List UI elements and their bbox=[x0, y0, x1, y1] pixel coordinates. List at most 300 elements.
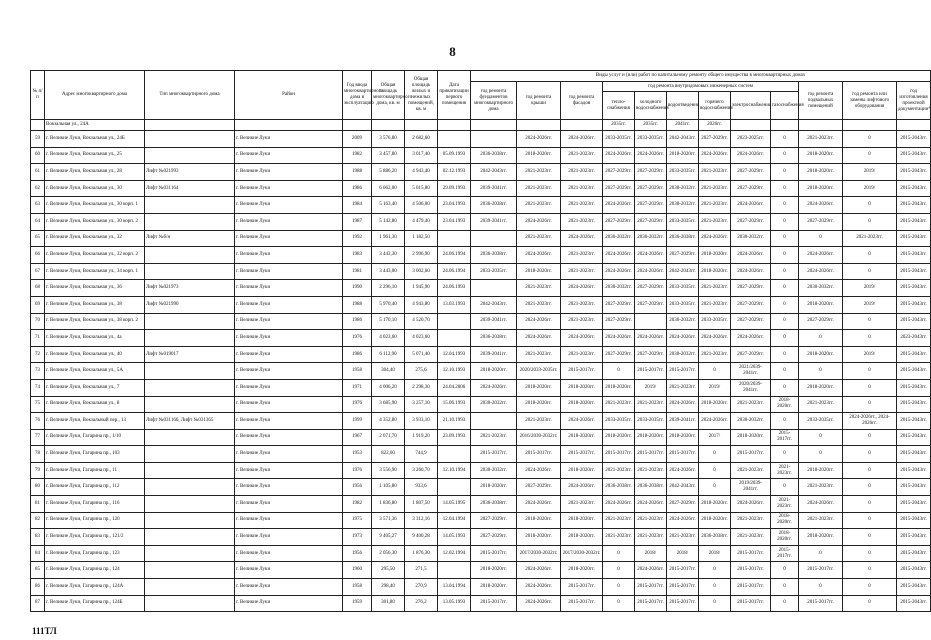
cell-electric: 2015-2017гг. bbox=[731, 562, 771, 579]
cell-hot-water: 2018-2020гг. bbox=[699, 512, 731, 529]
cell-cold-water: 2027-2029гг. bbox=[635, 197, 667, 214]
cell-gas: 2018-2020гг. bbox=[771, 529, 799, 546]
cell-heat: 2018-2020гг. bbox=[603, 429, 635, 446]
cell-area-res: 270,9 bbox=[405, 579, 438, 596]
cell-year: 1958 bbox=[343, 363, 372, 380]
cell-type bbox=[145, 379, 235, 396]
cell-area-res: 2 298,30 bbox=[405, 379, 438, 396]
cell-type: Лифт №021993 bbox=[145, 164, 235, 181]
cell-type bbox=[145, 446, 235, 463]
cell-estimate: 2015-2043гг. bbox=[897, 147, 931, 164]
cell-facade: 2024-2026гг. bbox=[561, 479, 603, 496]
cell-gas: 0 bbox=[771, 346, 799, 363]
cell-priv-date: 21.10.1993 bbox=[438, 413, 471, 430]
cell-area-res: 5 071,40 bbox=[405, 346, 438, 363]
cell-basement: 2027-2029гг. bbox=[799, 213, 843, 230]
cell-heat: 2021-2023гг. bbox=[603, 512, 635, 529]
cell-gas: 0 bbox=[771, 595, 799, 612]
col-roof: год ремонта крыши bbox=[517, 82, 561, 120]
cell-basement: 0 bbox=[799, 579, 843, 596]
cell-priv-date: 15.06.1993 bbox=[438, 396, 471, 413]
cell-num: 64 bbox=[31, 213, 45, 230]
cell-num: 67 bbox=[31, 263, 45, 280]
cell-type bbox=[145, 529, 235, 546]
cell-gas: 0 bbox=[771, 180, 799, 197]
page-number: 8 bbox=[449, 44, 456, 59]
cell-address: г. Великие Луки, Вокзальная ул., 8 bbox=[45, 396, 145, 413]
cell-basement: 2030-2032гг. bbox=[799, 280, 843, 297]
cell-district: г. Великие Луки bbox=[235, 213, 343, 230]
cell-num bbox=[31, 120, 45, 131]
cell-area-total: 3 576,80 bbox=[372, 131, 405, 148]
cell-num: 68 bbox=[31, 280, 45, 297]
cell-elevator: 0 bbox=[843, 479, 897, 496]
cell-cold-water: 2015-2017гг. bbox=[635, 363, 667, 380]
table-row bbox=[31, 263, 931, 280]
cell-sewer: 2018/ bbox=[667, 545, 699, 562]
col-facade: год ремонта фасадов bbox=[561, 82, 603, 120]
cell-basement: 2018-2020гг. bbox=[799, 529, 843, 546]
cell-roof: 2016/2030-2032гг. bbox=[517, 429, 561, 446]
col-area-residential: Общая площадь жилых и нежилых помещений, кв. м bbox=[405, 71, 438, 120]
cell-type bbox=[145, 213, 235, 230]
cell-year: 1986 bbox=[343, 313, 372, 330]
cell-num: 60 bbox=[31, 147, 45, 164]
cell-priv-date: 12.04.1993 bbox=[438, 346, 471, 363]
cell-cold-water: 2024-2026гг. bbox=[635, 562, 667, 579]
cell-address: г. Великие Луки, Гагарина пр., 11 bbox=[45, 462, 145, 479]
cell-elevator: 0 bbox=[843, 147, 897, 164]
cell-address: г. Великие Луки, Гагарина пр., 124А bbox=[45, 579, 145, 596]
cell-area-total: 3 457,80 bbox=[372, 147, 405, 164]
cell-hot-water: 2024-2026гг. bbox=[699, 230, 731, 247]
capital-repair-table bbox=[30, 70, 931, 612]
cell-cold-water: 2019/ bbox=[635, 379, 667, 396]
cell-foundation: 2042-2043гг. bbox=[471, 296, 517, 313]
cell-district: г. Великие Луки bbox=[235, 247, 343, 264]
cell-elevator: 0 bbox=[843, 446, 897, 463]
cell-area-res: 3 002,60 bbox=[405, 263, 438, 280]
cell-elevator: 0 bbox=[843, 330, 897, 347]
col-electric: электроснабжения bbox=[731, 92, 771, 120]
cell-num: 85 bbox=[31, 562, 45, 579]
cell-facade: 2024-2026гг. bbox=[561, 330, 603, 347]
cell-estimate: 2015-2043гг. bbox=[897, 379, 931, 396]
cell-year: 1967 bbox=[343, 429, 372, 446]
cell-heat: 2035гг. bbox=[603, 120, 635, 131]
cell-roof: 2024-2026гг. bbox=[517, 131, 561, 148]
cell-heat: 2027-2029гг. bbox=[603, 180, 635, 197]
cell-hot-water: 0 bbox=[699, 462, 731, 479]
cell-elevator: 0 bbox=[843, 512, 897, 529]
cell-electric: 2027-2029гг. bbox=[731, 164, 771, 181]
cell-year: 1986 bbox=[343, 346, 372, 363]
cell-area-res: 1 182,50 bbox=[405, 230, 438, 247]
cell-area-res: 276,2 bbox=[405, 595, 438, 612]
cell-basement: 2018-2020гг. bbox=[799, 180, 843, 197]
cell-basement: 2018-2020гг. bbox=[799, 164, 843, 181]
cell-district: г. Великие Луки bbox=[235, 280, 343, 297]
cell-gas: 2018-2020гг. bbox=[771, 512, 799, 529]
cell-facade: 2021-2023гг. bbox=[561, 346, 603, 363]
cell-roof: 2024-2026гг. bbox=[517, 595, 561, 612]
cell-area-res bbox=[405, 120, 438, 131]
cell-facade: 2024-2026гг. bbox=[561, 131, 603, 148]
cell-year: 1976 bbox=[343, 330, 372, 347]
cell-sewer: 2033-2035гг. bbox=[667, 164, 699, 181]
cell-hot-water: 2019/ bbox=[699, 379, 731, 396]
cell-estimate: 2015-2043гг. bbox=[897, 180, 931, 197]
cell-facade: 2024-2026гг. bbox=[561, 280, 603, 297]
cell-gas: 0 bbox=[771, 197, 799, 214]
cell-heat: 2027-2029гг. bbox=[603, 213, 635, 230]
cell-type bbox=[145, 263, 235, 280]
cell-foundation: 2042-2043гг. bbox=[471, 164, 517, 181]
cell-cold-water: 2027-2029гг. bbox=[635, 296, 667, 313]
cell-elevator: 0 bbox=[843, 379, 897, 396]
cell-basement: 0 bbox=[799, 446, 843, 463]
cell-type bbox=[145, 120, 235, 131]
cell-electric: 2015-2017гг. bbox=[731, 579, 771, 596]
cell-area-total: 304,40 bbox=[372, 363, 405, 380]
cell-year: 1999 bbox=[343, 413, 372, 430]
cell-foundation bbox=[471, 120, 517, 131]
cell-gas: 0 bbox=[771, 413, 799, 430]
cell-address: г. Великие Луки, Гагарина пр., 124 bbox=[45, 562, 145, 579]
cell-priv-date: 24.06.1994 bbox=[438, 263, 471, 280]
cell-year: 1992 bbox=[343, 230, 372, 247]
cell-num: 59 bbox=[31, 131, 45, 148]
cell-basement: 0 bbox=[799, 545, 843, 562]
cell-district: г. Великие Луки bbox=[235, 462, 343, 479]
cell-district: г. Великие Луки bbox=[235, 296, 343, 313]
col-address: Адрес многоквартирного дома bbox=[45, 71, 145, 120]
cell-sewer: 2030-2032гг. bbox=[667, 313, 699, 330]
cell-area-res: 2 996,90 bbox=[405, 247, 438, 264]
cell-gas: 0 bbox=[771, 562, 799, 579]
cell-type: Лифт №021990 bbox=[145, 296, 235, 313]
cell-sewer: 2030-2032гг. bbox=[667, 197, 699, 214]
cell-cold-water: 2033-2035гг. bbox=[635, 413, 667, 430]
cell-type bbox=[145, 197, 235, 214]
cell-foundation: 2036-2038гг. bbox=[471, 330, 517, 347]
cell-priv-date bbox=[438, 330, 471, 347]
cell-estimate: 2023-2043гг. bbox=[897, 330, 931, 347]
cell-priv-date: 12.02.1994 bbox=[438, 545, 471, 562]
col-foundation: год ремонта фундаментов многоквартирного дома bbox=[471, 82, 517, 120]
cell-elevator: 0 bbox=[843, 579, 897, 596]
cell-num: 84 bbox=[31, 545, 45, 562]
cell-elevator: 0 bbox=[843, 396, 897, 413]
cell-district: г. Великие Луки bbox=[235, 197, 343, 214]
cell-area-res: 1 876,30 bbox=[405, 545, 438, 562]
cell-hot-water: 0 bbox=[699, 363, 731, 380]
cell-year: 1953 bbox=[343, 446, 372, 463]
cell-sewer: 2042-2043гг. bbox=[667, 479, 699, 496]
cell-priv-date: 12.10.1994 bbox=[438, 462, 471, 479]
cell-electric: 2024-2026гг. bbox=[731, 263, 771, 280]
cell-roof: 2018-2020гг. bbox=[517, 263, 561, 280]
cell-type bbox=[145, 496, 235, 513]
cell-district: г. Великие Луки bbox=[235, 512, 343, 529]
cell-electric: 2024-2026гг. bbox=[731, 330, 771, 347]
cell-heat: 2036-2038гг. bbox=[603, 479, 635, 496]
cell-year: 1983 bbox=[343, 247, 372, 264]
cell-district: г. Великие Луки bbox=[235, 363, 343, 380]
cell-cold-water: 2021-2023гг. bbox=[635, 396, 667, 413]
cell-num: 74 bbox=[31, 379, 45, 396]
cell-cold-water: 2018-2020гг. bbox=[635, 429, 667, 446]
cell-gas: 2015-2017гг. bbox=[771, 429, 799, 446]
table-row bbox=[31, 230, 931, 247]
cell-foundation: 2030-2032гг. bbox=[471, 462, 517, 479]
cell-area-total: 5 170,10 bbox=[372, 313, 405, 330]
cell-hot-water: 2021-2023гг. bbox=[699, 180, 731, 197]
cell-foundation: 2036-2038гг. bbox=[471, 496, 517, 513]
cell-heat: 2021-2023гг. bbox=[603, 462, 635, 479]
cell-roof: 2021-2023гг. bbox=[517, 197, 561, 214]
cell-num: 66 bbox=[31, 247, 45, 264]
cell-heat: 2030-2032гг. bbox=[603, 280, 635, 297]
cell-year: 1959 bbox=[343, 595, 372, 612]
cell-electric: 2024-2026гг. bbox=[731, 247, 771, 264]
cell-estimate: 2015-2043гг. bbox=[897, 429, 931, 446]
cell-area-total: 3 556,90 bbox=[372, 462, 405, 479]
cell-priv-date: 23.04.1993 bbox=[438, 197, 471, 214]
cell-basement: 2021-2023гг. bbox=[799, 131, 843, 148]
cell-area-total: 295,50 bbox=[372, 562, 405, 579]
table-row bbox=[31, 346, 931, 363]
cell-type bbox=[145, 147, 235, 164]
cell-elevator: 2019/ bbox=[843, 346, 897, 363]
cell-year: 1984 bbox=[343, 197, 372, 214]
table-row bbox=[31, 147, 931, 164]
cell-sewer: 2033-2035гг. bbox=[667, 213, 699, 230]
cell-sewer: 2042-2043гг. bbox=[667, 131, 699, 148]
table-row bbox=[31, 512, 931, 529]
cell-foundation bbox=[471, 230, 517, 247]
cell-elevator: 0 bbox=[843, 213, 897, 230]
cell-estimate: 2015-2043гг. bbox=[897, 230, 931, 247]
cell-basement: 2021-2023гг. bbox=[799, 479, 843, 496]
cell-basement: 2015-2017гг. bbox=[799, 595, 843, 612]
cell-elevator: 0 bbox=[843, 263, 897, 280]
col-num: № п/п bbox=[31, 71, 45, 120]
cell-gas bbox=[771, 120, 799, 131]
cell-elevator bbox=[843, 120, 897, 131]
cell-electric: 2027-2029гг. bbox=[731, 346, 771, 363]
cell-type: Лифт №021973 bbox=[145, 280, 235, 297]
cell-year: 1976 bbox=[343, 462, 372, 479]
cell-basement: 2024-2026гг. bbox=[799, 247, 843, 264]
cell-facade: 2021-2023гг. bbox=[561, 496, 603, 513]
cell-num: 75 bbox=[31, 396, 45, 413]
cell-estimate: 2015-2043гг. bbox=[897, 263, 931, 280]
cell-address: г. Великие Луки, Вокзальная ул., 4а bbox=[45, 330, 145, 347]
cell-electric: 2027-2029гг. bbox=[731, 213, 771, 230]
cell-facade: 2021-2023гг. bbox=[561, 197, 603, 214]
cell-facade: 2021-2023гг. bbox=[561, 263, 603, 280]
cell-district: г. Великие Луки bbox=[235, 131, 343, 148]
cell-estimate bbox=[897, 120, 931, 131]
cell-year: 1960 bbox=[343, 562, 372, 579]
table-row bbox=[31, 197, 931, 214]
cell-area-total: 1 961,30 bbox=[372, 230, 405, 247]
cell-gas: 0 bbox=[771, 164, 799, 181]
cell-gas: 0 bbox=[771, 296, 799, 313]
cell-hot-water: 2018/ bbox=[699, 545, 731, 562]
cell-cold-water: 2015-2017гг. bbox=[635, 595, 667, 612]
cell-type bbox=[145, 247, 235, 264]
cell-area-total: 6 062,00 bbox=[372, 180, 405, 197]
cell-gas: 0 bbox=[771, 446, 799, 463]
cell-area-total: 6 112,90 bbox=[372, 346, 405, 363]
cell-facade bbox=[561, 120, 603, 131]
cell-roof: 2024-2026гг. bbox=[517, 579, 561, 596]
cell-cold-water: 2024-2026гг. bbox=[635, 147, 667, 164]
cell-roof: 2018-2020гг. bbox=[517, 529, 561, 546]
cell-hot-water: 2021-2023гг. bbox=[699, 280, 731, 297]
cell-address: г. Великие Луки, Вокзальная ул., 30 bbox=[45, 180, 145, 197]
cell-elevator: 0 bbox=[843, 496, 897, 513]
cell-foundation: 2039-2041гг. bbox=[471, 213, 517, 230]
cell-foundation: 2027-2029гг. bbox=[471, 529, 517, 546]
cell-area-res: 271,5 bbox=[405, 562, 438, 579]
cell-sewer: 2015-2017гг. bbox=[667, 363, 699, 380]
cell-facade: 2021-2023гг. bbox=[561, 247, 603, 264]
cell-basement: 2027-2029гг. bbox=[799, 313, 843, 330]
cell-num: 80 bbox=[31, 479, 45, 496]
cell-sewer: 2021-2023гг. bbox=[667, 529, 699, 546]
cell-estimate: 2015-2043гг. bbox=[897, 247, 931, 264]
cell-address: г. Великие Луки, Вокзальная ул., 36 bbox=[45, 280, 145, 297]
cell-type bbox=[145, 595, 235, 612]
cell-foundation: 2036-2038гг. bbox=[471, 197, 517, 214]
cell-gas: 0 bbox=[771, 147, 799, 164]
cell-basement: 0 bbox=[799, 363, 843, 380]
cell-gas: 0 bbox=[771, 330, 799, 347]
cell-basement: 2021-2023гг. bbox=[799, 396, 843, 413]
cell-roof: 2024-2026гг. bbox=[517, 247, 561, 264]
cell-area-total: 5 163,40 bbox=[372, 197, 405, 214]
cell-sewer: 2042-2043гг. bbox=[667, 263, 699, 280]
cell-elevator: 2021-2023гг. bbox=[843, 230, 897, 247]
table-row bbox=[31, 529, 931, 546]
col-basement: год ремонта подвальных помещений bbox=[799, 82, 843, 120]
cell-sewer: 2015-2017гг. bbox=[667, 562, 699, 579]
cell-address: г. Великие Луки, Вокзальная ул., 24Б bbox=[45, 131, 145, 148]
cell-facade: 2024-2026гг. bbox=[561, 413, 603, 430]
col-cold-water: холодного водоснабжения bbox=[635, 92, 667, 120]
cell-priv-date bbox=[438, 131, 471, 148]
cell-foundation: 2018-2020гг. bbox=[471, 479, 517, 496]
cell-heat: 2033-2035гг. bbox=[603, 131, 635, 148]
cell-facade: 2018-2020гг. bbox=[561, 462, 603, 479]
cell-electric: 2027-2029гг. bbox=[731, 180, 771, 197]
cell-district: г. Великие Луки bbox=[235, 379, 343, 396]
cell-year: 1958 bbox=[343, 579, 372, 596]
cell-roof: 2015-2017гг. bbox=[517, 446, 561, 463]
cell-estimate: 2015-2043гг. bbox=[897, 512, 931, 529]
cell-basement: 2018-2020гг. bbox=[799, 296, 843, 313]
cell-area-res: 4 506,00 bbox=[405, 197, 438, 214]
cell-roof: 2027-2029гг. bbox=[517, 479, 561, 496]
cell-gas: 0 bbox=[771, 213, 799, 230]
cell-area-res: 3 017,40 bbox=[405, 147, 438, 164]
cell-area-total: 2 296,10 bbox=[372, 280, 405, 297]
col-district: Район bbox=[235, 71, 343, 120]
cell-heat: 0 bbox=[603, 562, 635, 579]
cell-type bbox=[145, 579, 235, 596]
cell-district: г. Великие Луки bbox=[235, 479, 343, 496]
cell-sewer: 2015-2017гг. bbox=[667, 579, 699, 596]
cell-sewer: 2033-2035гг. bbox=[667, 296, 699, 313]
cell-sewer: 2024-2026гг. bbox=[667, 396, 699, 413]
cell-foundation: 2039-2041гг. bbox=[471, 346, 517, 363]
cell-area-res: 4 943,40 bbox=[405, 164, 438, 181]
cell-elevator: 2019/ bbox=[843, 164, 897, 181]
col-gas: газоснабжения bbox=[771, 92, 799, 120]
cell-hot-water: 2018-2020гг. bbox=[699, 396, 731, 413]
cell-heat: 2024-2026гг. bbox=[603, 247, 635, 264]
cell-electric: 2023-2025гг. bbox=[731, 131, 771, 148]
cell-priv-date bbox=[438, 120, 471, 131]
col-type: Тип многоквартирного дома bbox=[145, 71, 235, 120]
cell-elevator: 0 bbox=[843, 363, 897, 380]
cell-priv-date bbox=[438, 479, 471, 496]
cell-hot-water: 0 bbox=[699, 479, 731, 496]
cell-hot-water: 2024-2026гг. bbox=[699, 413, 731, 430]
cell-basement: 0 bbox=[799, 330, 843, 347]
cell-facade: 2018-2020гг. bbox=[561, 379, 603, 396]
cell-estimate: 2015-2043гг. bbox=[897, 579, 931, 596]
cell-estimate: 2015-2043гг. bbox=[897, 131, 931, 148]
cell-type: Лифт №б/н bbox=[145, 230, 235, 247]
cell-address: г. Великие Луки, Вокзальная ул., 25 bbox=[45, 147, 145, 164]
cell-cold-water: 2036-2038гг. bbox=[635, 479, 667, 496]
col-elevator: год ремонта или замены лифтового оборудования bbox=[843, 82, 897, 120]
cell-sewer: 2027-2029гг. bbox=[667, 247, 699, 264]
cell-gas: 0 bbox=[771, 363, 799, 380]
cell-electric: 2015-2017гг. bbox=[731, 595, 771, 612]
cell-electric bbox=[731, 120, 771, 131]
cell-basement: 2033-2035гг. bbox=[799, 413, 843, 430]
cell-gas: 2018-2020гг. bbox=[771, 396, 799, 413]
cell-area-total: 9 405,27 bbox=[372, 529, 405, 546]
cell-year: 1988 bbox=[343, 164, 372, 181]
cell-estimate: 2015-2043гг. bbox=[897, 496, 931, 513]
cell-hot-water: 2021-2023гг. bbox=[699, 213, 731, 230]
cell-estimate: 2015-2043гг. bbox=[897, 213, 931, 230]
cell-area-res: 3 257,10 bbox=[405, 396, 438, 413]
cell-num: 71 bbox=[31, 330, 45, 347]
cell-estimate: 2015-2043гг. bbox=[897, 479, 931, 496]
cell-num: 83 bbox=[31, 529, 45, 546]
cell-basement: 2018-2020гг. bbox=[799, 147, 843, 164]
cell-area-res: 3 260,70 bbox=[405, 462, 438, 479]
cell-electric: 2021-2023гг. bbox=[731, 529, 771, 546]
cell-hot-water: 2033-2035гг. bbox=[699, 313, 731, 330]
cell-year: 1956 bbox=[343, 545, 372, 562]
cell-roof: 2021-2023гг. bbox=[517, 164, 561, 181]
table-row bbox=[31, 296, 931, 313]
cell-year: 1982 bbox=[343, 496, 372, 513]
cell-hot-water: 2024-2026гг. bbox=[699, 147, 731, 164]
cell-area-total: 3 685,90 bbox=[372, 396, 405, 413]
cell-gas: 0 bbox=[771, 247, 799, 264]
cell-year: 1982 bbox=[343, 147, 372, 164]
cell-num: 77 bbox=[31, 429, 45, 446]
